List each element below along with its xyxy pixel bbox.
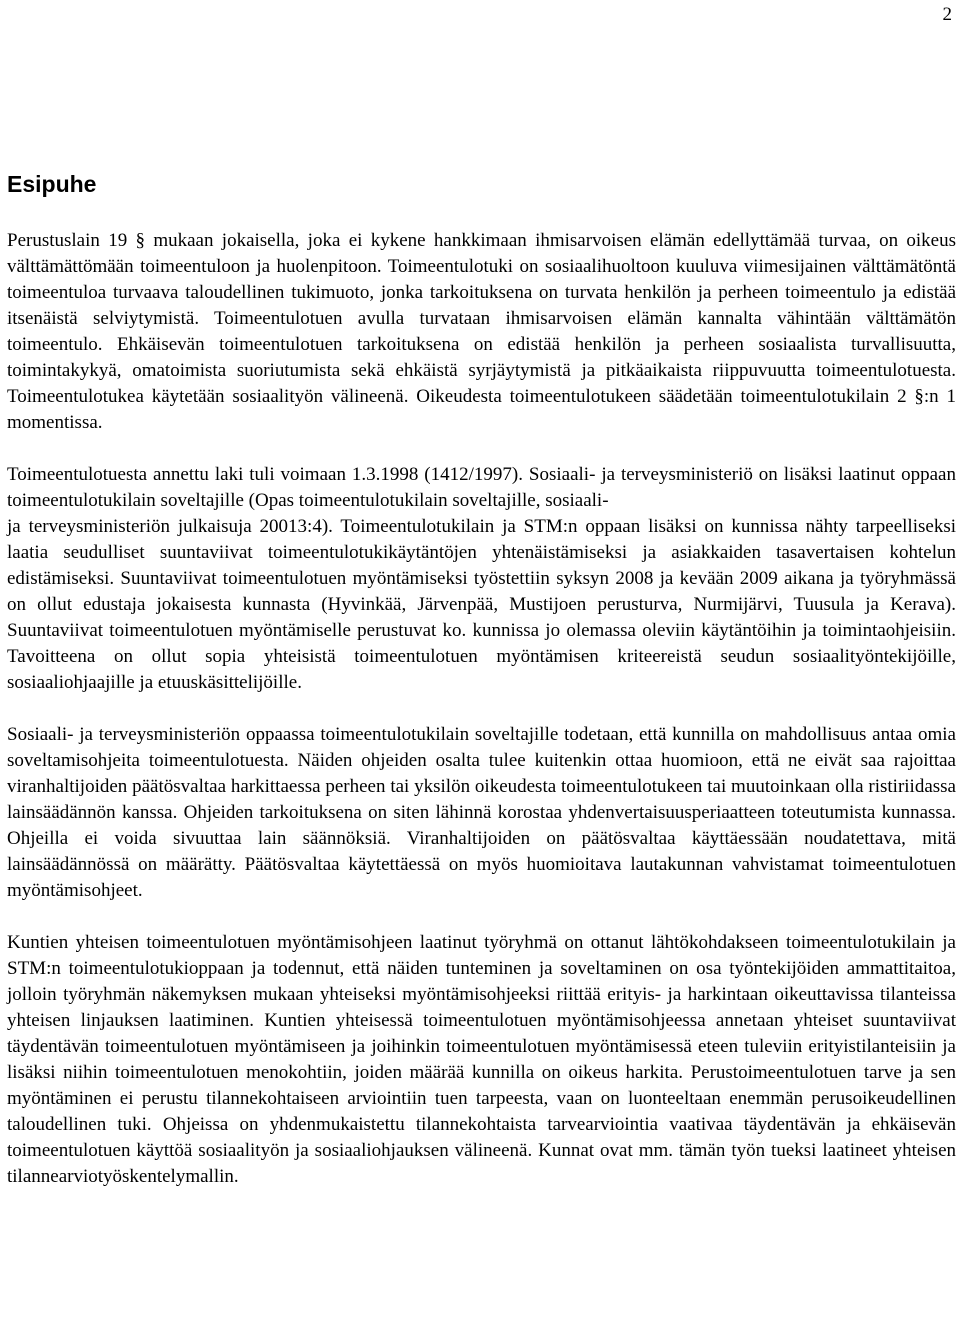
paragraph-2: Toimeentulotuesta annettu laki tuli voimaan 1.3.1998 (1412/1997). Sosiaali- ja terveysministeriö on lisäksi laatinut oppaan toimeentulotukilain soveltajille (Opas toimeentulotukilain soveltajille, sosiaali- ja terveysministeriön julkaisuja 20013:4). Toimeentulotukilain ja STM:n oppaan lisäksi on kunnissa nähty tarpeelliseksi laatia seudulliset suuntaviivat toimeentulotukikäytäntöjen yhtenäistämiseksi ja asiakkaiden tasavertaisen kohtelun edistämiseksi. Suuntaviivat toimeentulotuen myöntämiseksi työstettiin syksyn 2008 ja kevään 2009 aikana ja työryhmässä on ollut edustaja jokaisesta kunnasta (Hyvinkää, Järvenpää, Mustijoen perusturva, Nurmijärvi, Tuusula ja Kerava). Suuntaviivat toimeentulotuen myöntämiselle perustuvat ko. kunnissa jo olemassa oleviin käytäntöihin ja toimintaohjeisiin. Tavoitteena on ollut sopia yhteisistä toimeentulotuen myöntämisen kriteereistä seudun sosiaalityöntekijöille, sosiaaliohjaajille ja etuuskäsittelijöille. (7, 464, 956, 693)
paragraph-4: Kuntien yhteisen toimeentulotuen myöntämisohjeen laatinut työryhmä on ottanut lähtökohdakseen toimeentulotukilain ja STM:n toimeentulotukioppaan ja todennut, että näiden tunteminen ja soveltaminen on osa työntekijöiden ammattitaitoa, jolloin työryhmän näkemyksen mukaan yhteiseksi myöntämisohjeeksi riittää erityis- ja harkintaan oikeuttavissa tilanteissa yhteisen linjauksen laatiminen. Kuntien yhteisessä toimeentulotuen myöntämisohjeessa annetaan yhteiset suuntaviivat täydentävän toimeentulotuen myöntämiseen ja joihinkin toimeentulotuen myöntämisessä eteen tuleviin erityistilanteisiin ja lisäksi niihin toimeentulotuen menokohtiin, joiden määrää kunnilla on oikeus harkita. Perustoimeentulotuen tarve ja sen myöntäminen ei perustu tilannekohtaiseen arviointiin tuen tarpeesta, vaan on luonteeltaan enemmän perusoikeudellinen taloudellinen tuki. Ohjeissa on yhdenmukaistettu tilannekohtaista tarvearviointia vaativaa täydentävän ja ehkäisevän toimeentulotuen käyttöä sosiaalityön ja sosiaaliohjauksen välineenä. Kunnat ovat mm. tämän työn tueksi laatineet yhteisen tilannearviotyöskentelymallin. (7, 932, 956, 1187)
paragraph-3: Sosiaali- ja terveysministeriön oppaassa toimeentulotukilain soveltajille todetaan, että kunnilla on mahdollisuus antaa omia soveltamisohjeita toimeentulotuesta. Näiden ohjeiden osalta tulee kuitenkin ottaa huomioon, että ne eivät saa rajoittaa viranhaltijoiden päätösvaltaa harkittaessa perheen tai yksilön oikeudesta toimeentulotukeen tai muutoinkaan olla ristiriidassa lainsäädännön kanssa. Ohjeiden tarkoituksena on siten lähinnä korostaa yhdenvertaisuusperiaatteen toteutumista kunnassa. Ohjeilla ei voida sivuuttaa lain säännöksiä. Viranhaltijoiden on päätösvaltaa käyttäessään noudatettava, mitä lainsäädännössä on määrätty. Päätösvaltaa käytettäessä on myös huomioitava lautakunnan vahvistamat toimeentulotuen myöntämisohjeet. (7, 724, 956, 901)
page-number: 2 (942, 4, 952, 25)
body-text (7, 228, 956, 1216)
paragraph-1: Perustuslain 19 § mukaan jokaisella, joka ei kykene hankkimaan ihmisarvoisen elämän edellyttämää turvaa, on oikeus välttämättömään toimeentuloon ja huolenpitoon. Toimeentulotuki on sosiaalihuoltoon kuuluva viimesijainen välttämätöntä toimeentuloa turvaava taloudellinen tukimuoto, jonka tarkoituksena on turvata henkilön ja perheen toimeentulo ja edistää itsenäistä selviytymistä. Toimeentulotuen avulla turvataan ihmisarvoisen elämän kannalta vähintään välttämätön toimeentulo. Ehkäisevän toimeentulotuen tarkoituksena on edistää henkilön ja perheen sosiaalista turvallisuutta, toimintakykyä, omatoimista suoriutumista sekä ehkäistä syrjäytymistä ja pitkäaikaista riippuvuutta toimeentulotuesta. Toimeentulotukea käytetään sosiaalityön välineenä. Oikeudesta toimeentulotukeen säädetään toimeentulotukilain 2 §:n 1 momentissa. (7, 230, 956, 433)
page-title: Esipuhe (7, 171, 97, 197)
